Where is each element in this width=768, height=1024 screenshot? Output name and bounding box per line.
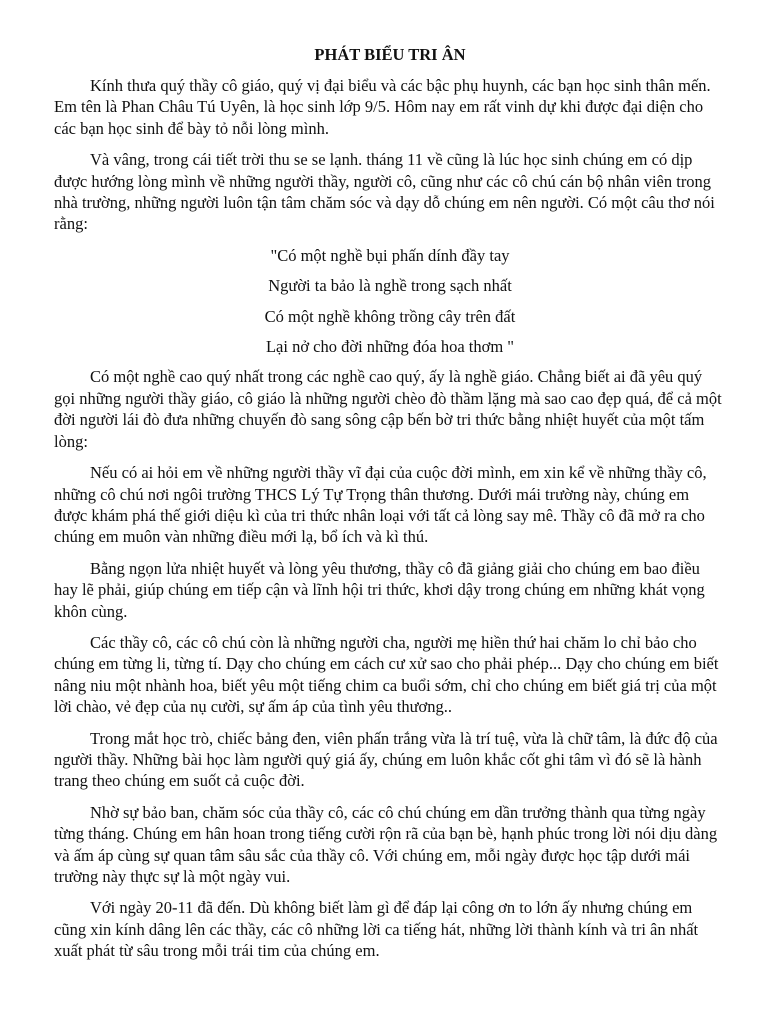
paragraph-passion: Bằng ngọn lửa nhiệt huyết và lòng yêu thương, thầy cô đã giảng giải cho chúng em bao điều hay lẽ phải, giúp chúng em tiếp cận và lĩnh hội tri thức, khơi dậy trong chúng em những khát vọng khôn cùng. bbox=[54, 558, 705, 621]
paragraph-school: Nếu có ai hỏi em về những người thầy vĩ đại của cuộc đời mình, em xin kể về những thầy cô, những cô chú nơi ngôi trường THCS Lý Tự Trọng thân thương. Dưới mái trường này, chúng em được khám phá thế giới diệu kì của tri thức nhân loại với tất cả lòng say mê. Thầy cô đã mở ra cho chúng em muôn vàn những điều mới lạ, bổ ích và kì thú. bbox=[54, 463, 707, 547]
paragraph-blackboard: Trong mắt học trò, chiếc bảng đen, viên phấn trắng vừa là trí tuệ, vừa là chữ tâm, là đức độ của người thầy. Những bài học làm người quý giá ấy, chúng em luôn khắc cốt ghi tâm vì đó sẽ là hành trang theo chúng em suốt cả cuộc đời. bbox=[54, 728, 718, 791]
poem-line-2: Người ta bảo là nghề trong sạch nhất bbox=[268, 276, 512, 296]
paragraph-autumn: Và vâng, trong cái tiết trời thu se se lạnh. tháng 11 về cũng là lúc học sinh chúng em có dịp được hướng lòng mình về những người thầy, người cô, cũng như các cô chú cán bộ nhân viên trong nhà trường, những người luôn tận tâm chăm sóc và dạy dỗ chúng em nên người. Có một câu thơ nói rằng: bbox=[54, 150, 715, 234]
paragraph-greeting: Kính thưa quý thầy cô giáo, quý vị đại biểu và các bậc phụ huynh, các bạn học sinh thân mến. Em tên là Phan Châu Tú Uyên, là học sinh lớp 9/5. Hôm nay em rất vinh dự khi được đại diện cho các bạn học sinh để bày tỏ nỗi lòng mình. bbox=[54, 76, 711, 138]
paragraph-growing-up: Nhờ sự bảo ban, chăm sóc của thầy cô, các cô chú chúng em dần trưởng thành qua từng ngày từng tháng. Chúng em hân hoan trong tiếng cười rộn rã của bạn bè, hạnh phúc trong lời nói dịu dàng và ấm áp cùng sự quan tâm sâu sắc của thầy cô. Với chúng em, mỗi ngày được học tập dưới mái trường này thực sự là một ngày vui. bbox=[54, 802, 718, 886]
poem-line-1: "Có một nghề bụi phấn dính đầy tay bbox=[270, 245, 510, 265]
paragraph-second-parents: Các thầy cô, các cô chú còn là những người cha, người mẹ hiền thứ hai chăm lo chỉ bảo cho chúng em từng li, từng tí. Dạy cho chúng em cách cư xử sao cho phải phép... Dạy cho chúng em biết nâng niu một nhành hoa, biết yêu một tiếng chim ca buổi sớm, chỉ cho chúng em biết giá trị của một lời chào, vẻ đẹp của nụ cười, sự ấm áp của tình yêu thương.. bbox=[54, 632, 719, 717]
document-title: PHÁT BIỂU TRI ÂN bbox=[314, 45, 466, 64]
poem-line-3: Có một nghề không trồng cây trên đất bbox=[264, 306, 516, 326]
paragraph-gratitude: Với ngày 20-11 đã đến. Dù không biết làm gì để đáp lại công ơn to lớn ấy nhưng chúng em cũng xin kính dâng lên các thầy, các cô những lời ca tiếng hát, những lời thành kính và tri ân nhất xuất phát từ sâu trong mỗi trái tim của chúng em. bbox=[54, 898, 699, 961]
paragraph-teaching-profession: Có một nghề cao quý nhất trong các nghề cao quý, ấy là nghề giáo. Chẳng biết ai đã yêu quý gọi những người thầy giáo, cô giáo là những người chèo đò thầm lặng mà sao cao đẹp quá, để cả một đời người lái đò đưa những chuyến đò sang sông cập bến bờ tri thức bằng nhiệt huyết của một tấm lòng: bbox=[54, 367, 722, 451]
poem-line-4: Lại nở cho đời những đóa hoa thơm " bbox=[265, 337, 515, 357]
